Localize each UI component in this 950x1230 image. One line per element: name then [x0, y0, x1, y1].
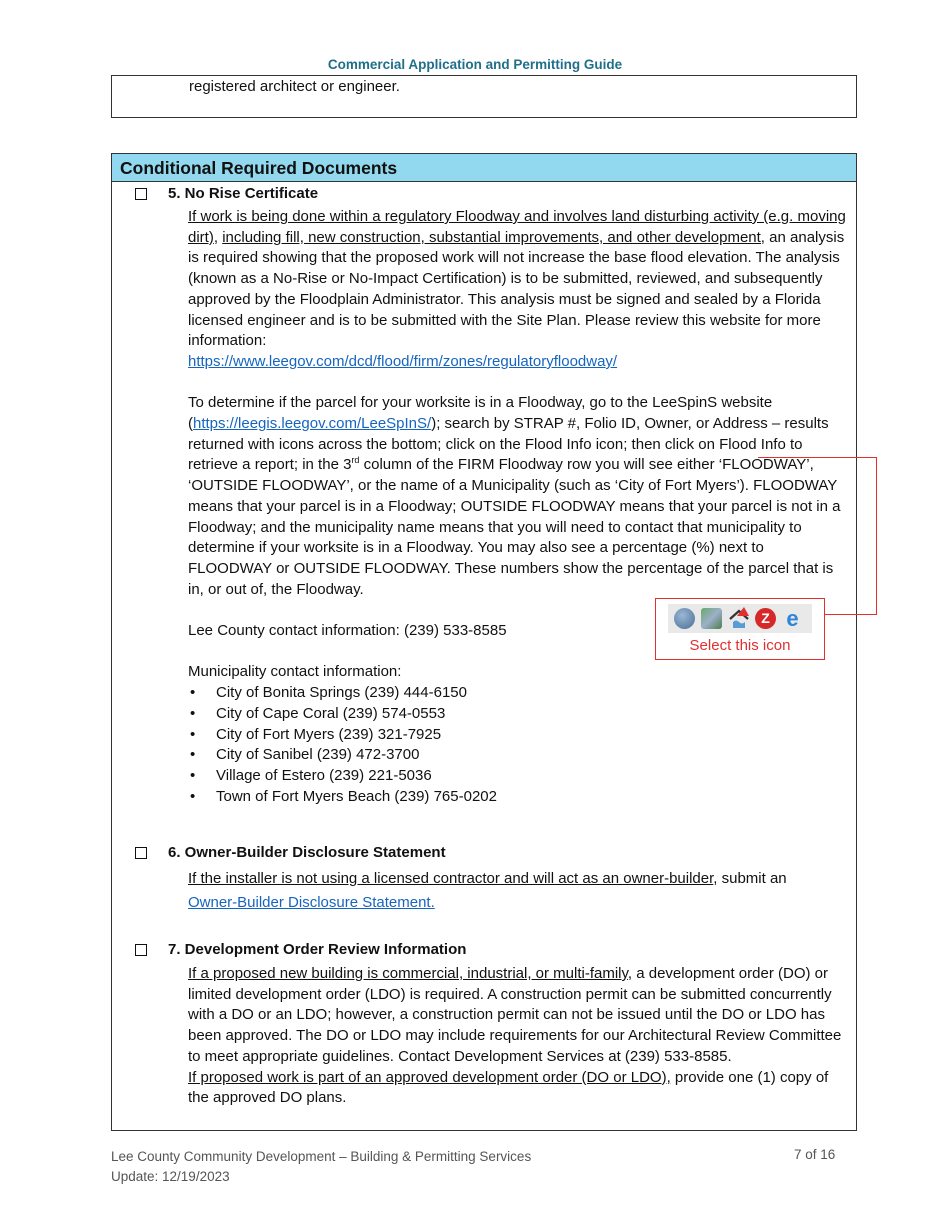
item7-title: 7. Development Order Review Information — [168, 941, 467, 958]
list-item: • City of Bonita Springs (239) 444-6150 — [188, 683, 853, 704]
item6-instruction: , submit an — [713, 870, 787, 887]
municipality-list — [188, 683, 853, 807]
item7-body — [188, 964, 853, 1109]
annotation-arrowhead — [735, 603, 755, 619]
footer-update: Update: 12/19/2023 — [111, 1169, 230, 1184]
item7-condition-2: If proposed work is part of an approved development order (DO or LDO), — [188, 1068, 671, 1086]
owner-builder-statement-link[interactable]: Owner-Builder Disclosure Statement. — [188, 893, 435, 911]
map-layers-icon[interactable] — [701, 608, 722, 629]
item5-p2-instructions: ); search by STRAP #, Folio ID, Owner, or Address – results returned with icons across the bottom; click on the Flood Info icon; then click on Flood Info to retrieve a report; in the 3 — [188, 415, 829, 474]
annotation-connector — [758, 457, 877, 615]
item5-p2-explanation: column of the FIRM Floodway row you will see either ‘FLOODWAY’, ‘OUTSIDE FLOODWAY’, or the name of a Municipality (such as ‘City of Fort Myers’). FLOODWAY means that your parcel is in a Floodway; OUTSIDE FLOODWAY means that your parcel is not in a Floodway; and the municipality name means that you will need to contact that municipality to determine if your worksite is in a Floodway. You may also see a percentage (%) next to FLOODWAY or OUTSIDE FLOODWAY. These numbers show the percentage of the parcel that is in, or out of, the Floodway. — [188, 456, 841, 598]
item5-comma: , — [213, 228, 223, 246]
item5-paragraph-2 — [188, 393, 853, 600]
list-item: • Town of Fort Myers Beach (239) 765-0202 — [188, 787, 853, 808]
list-item: • City of Fort Myers (239) 321-7925 — [188, 725, 853, 746]
item5-p2-intro: To determine if the parcel for your worksite is in a Floodway, go to the LeeSpinS website ( — [188, 394, 773, 433]
icon-caption: Select this icon — [689, 637, 791, 654]
lee-county-contact: Lee County contact information: (239) 533-8585 — [188, 622, 507, 640]
section-header — [112, 154, 856, 182]
list-item: • City of Sanibel (239) 472-3700 — [188, 745, 853, 766]
item6-body — [188, 867, 853, 914]
previous-item-box — [111, 75, 857, 118]
item5-condition-a: If work is being done within a regulatory Floodway and involves land disturbing activity (e.g. moving dirt) — [188, 208, 846, 246]
item7-requirement-text: , a development order (DO) or limited development order (LDO) is required. A construction permit can be submitted concurrently with a DO or an LDO; however, a construction permit can not be issued until the DO or LDO has been approved. The DO or LDO may include requirements for our Architectural Review Committee to meet appropriate guidelines. Contact Development Services at (239) 533-8585. — [188, 965, 842, 1065]
item7-paragraph-2 — [188, 1068, 853, 1109]
zoning-icon[interactable]: Z — [755, 608, 776, 629]
globe-icon[interactable] — [674, 608, 695, 629]
floodway-website-link[interactable]: https://www.leegov.com/dcd/flood/firm/zones/regulatoryfloodway/ — [188, 352, 618, 370]
item5-checkbox[interactable] — [135, 188, 147, 200]
item6-condition: If the installer is not using a licensed contractor and will act as an owner-builder — [188, 870, 714, 887]
previous-item-text: registered architect or engineer. — [189, 78, 400, 95]
list-item: • Village of Estero (239) 221-5036 — [188, 766, 853, 787]
item7-condition: If a proposed new building is commercial, industrial, or multi-family — [188, 965, 628, 982]
section-title: Conditional Required Documents — [120, 158, 398, 178]
list-item: • City of Cape Coral (239) 574-0553 — [188, 704, 853, 725]
item7-paragraph-1 — [188, 964, 853, 1068]
footer — [111, 1147, 531, 1187]
item7-checkbox[interactable] — [135, 944, 147, 956]
municipality-heading: Municipality contact information: — [188, 663, 402, 681]
item6-checkbox[interactable] — [135, 847, 147, 859]
item7-instruction: provide one (1) copy of the approved DO plans. — [188, 1068, 829, 1107]
page-number: 7 of 16 — [794, 1147, 836, 1162]
ordinal-suffix: rd — [351, 455, 360, 466]
item5-title: 5. No Rise Certificate — [168, 185, 319, 202]
item5-requirement-text: an analysis is required showing that the proposed work will not increase the base flood elevation. The analysis (known as a No-Rise or No-Impact Certification) is to be submitted, reviewed, and subsequently approved by the Floodplain Administrator. This analysis must be signed and sealed by a Florida licensed engineer and is to be submitted with the Site Plan. Please review this website for more information: — [188, 228, 845, 350]
item5-paragraph-1 — [188, 207, 853, 373]
item5-condition-b: including fill, new construction, substantial improvements, and other development, — [222, 228, 765, 246]
item6-title: 6. Owner-Builder Disclosure Statement — [168, 844, 446, 861]
footer-org: Lee County Community Development – Building & Permitting Services — [111, 1149, 532, 1164]
leespins-link[interactable]: https://leegis.leegov.com/LeeSpInS/ — [193, 415, 432, 433]
document-header: Commercial Application and Permitting Guide — [327, 57, 623, 72]
item5-body — [188, 207, 853, 807]
browser-icon[interactable]: e — [786, 606, 799, 631]
